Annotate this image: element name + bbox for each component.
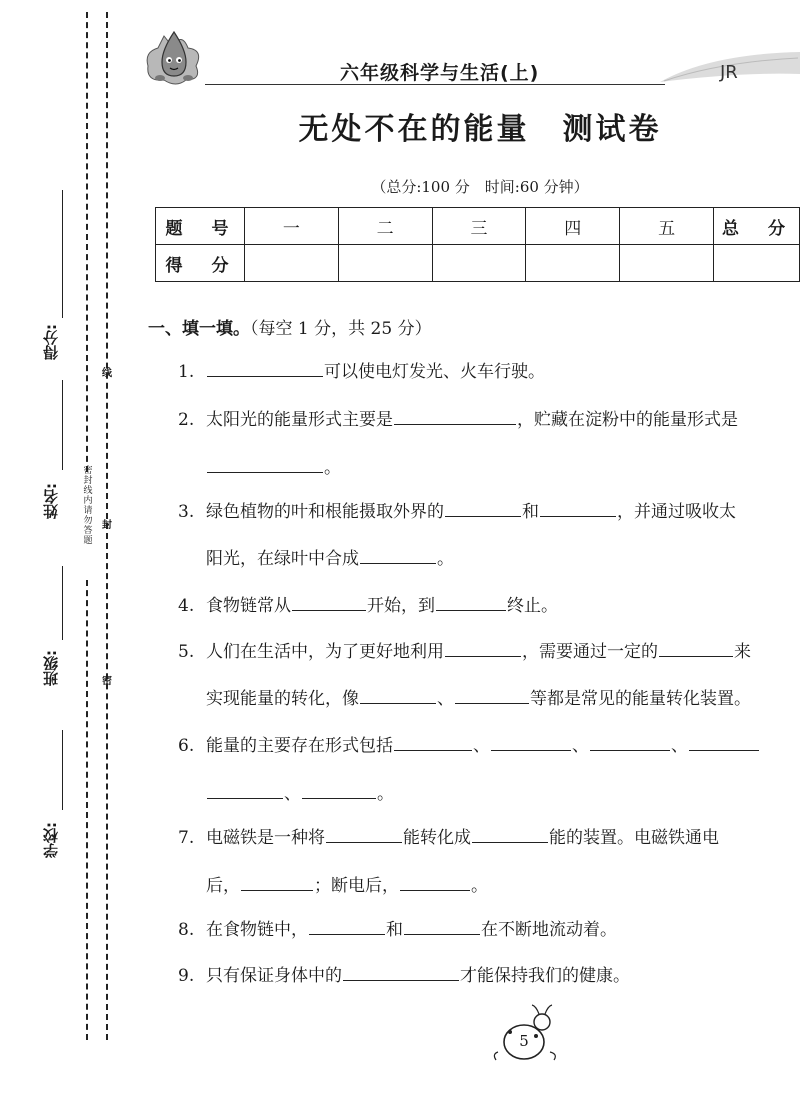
section-heading	[148, 314, 432, 339]
name-write-line[interactable]	[62, 380, 63, 470]
score-field[interactable]	[40, 190, 80, 370]
question-8	[178, 916, 617, 942]
question-7-cont	[206, 872, 488, 898]
binding-dash-line-outer-lower	[86, 580, 88, 1040]
question-text: 后，	[206, 876, 240, 896]
section-note: （每空 1 分，共 25 分）	[250, 319, 432, 339]
question-number: 4.	[178, 596, 195, 616]
brand-title: 六年级科学与生活(上)	[340, 62, 540, 84]
question-text: 、	[437, 689, 454, 709]
question-number: 3.	[178, 502, 195, 522]
score-cell[interactable]	[432, 245, 526, 282]
page-number: 5	[519, 1032, 529, 1050]
score-table	[155, 207, 800, 282]
answer-blank[interactable]	[302, 780, 376, 799]
question-2-cont	[206, 454, 341, 480]
question-text: 开始，到	[367, 596, 435, 616]
question-number: 6.	[178, 736, 195, 756]
question-text: 电磁铁是一种将	[206, 828, 325, 848]
question-text: ；断电后，	[314, 876, 399, 896]
section-title: 一、填一填。	[148, 319, 250, 339]
question-text: 、	[473, 736, 490, 756]
score-table-header-cell: 一	[244, 208, 338, 245]
question-text: 等都是常见的能量转化装置。	[530, 689, 751, 709]
answer-blank[interactable]	[436, 592, 506, 611]
question-text: 终止。	[507, 596, 558, 616]
question-text: 和	[386, 920, 403, 940]
answer-blank[interactable]	[326, 824, 402, 843]
answer-blank[interactable]	[400, 872, 470, 891]
question-text: 才能保持我们的健康。	[460, 966, 630, 986]
answer-blank[interactable]	[659, 638, 733, 657]
page-title: 无处不在的能量 测试卷	[298, 112, 662, 147]
question-text: 、	[671, 736, 688, 756]
question-5-cont	[206, 685, 751, 711]
answer-blank[interactable]	[292, 592, 366, 611]
question-number: 7.	[178, 828, 195, 848]
question-text: 。	[471, 876, 488, 896]
answer-blank[interactable]	[360, 545, 436, 564]
school-write-line[interactable]	[62, 730, 63, 810]
answer-blank[interactable]	[445, 638, 521, 657]
question-text: 在食物链中，	[206, 920, 308, 940]
answer-blank[interactable]	[394, 732, 472, 751]
question-text: 和	[522, 502, 539, 522]
question-text: 人们在生活中，为了更好地利用	[206, 642, 444, 662]
question-text: 、	[572, 736, 589, 756]
score-cell[interactable]	[620, 245, 714, 282]
answer-blank[interactable]	[207, 358, 323, 377]
question-number: 9.	[178, 966, 195, 986]
question-text: ，需要通过一定的	[522, 642, 658, 662]
binding-note: 密封线内请勿答题	[83, 466, 93, 546]
score-cell[interactable]	[244, 245, 338, 282]
school-label: 学校:	[42, 822, 60, 858]
score-table-header-cell: 四	[526, 208, 620, 245]
question-6-cont	[206, 780, 394, 806]
score-table-row-label: 得 分	[156, 245, 245, 282]
question-text: 。	[437, 549, 454, 569]
question-text: 来	[734, 642, 751, 662]
answer-blank[interactable]	[455, 685, 529, 704]
question-6	[178, 732, 760, 758]
question-text: 太阳光的能量形式主要是	[206, 410, 393, 430]
question-3	[178, 498, 736, 524]
exam-meta: （总分:100 分 时间:60 分钟）	[371, 178, 589, 196]
question-number: 8.	[178, 920, 195, 940]
question-text: 能的装置。电磁铁通电	[549, 828, 719, 848]
answer-blank[interactable]	[241, 872, 313, 891]
score-label: 得分:	[42, 324, 60, 360]
question-5	[178, 638, 751, 664]
question-text: 实现能量的转化，像	[206, 689, 359, 709]
question-text: 、	[284, 784, 301, 804]
header-rule	[205, 84, 665, 85]
seal-char-seal: 封	[102, 520, 112, 531]
seal-char-close: 密	[102, 676, 112, 687]
question-text: 能转化成	[403, 828, 471, 848]
question-1	[178, 358, 545, 384]
score-cell-total[interactable]	[714, 245, 800, 282]
answer-blank[interactable]	[540, 498, 616, 517]
score-table-header-cell: 三	[432, 208, 526, 245]
question-9	[178, 962, 630, 988]
answer-blank[interactable]	[472, 824, 548, 843]
answer-blank[interactable]	[445, 498, 521, 517]
class-field[interactable]	[40, 566, 80, 696]
name-label: 姓名:	[42, 483, 60, 519]
question-text: 。	[324, 458, 341, 478]
answer-blank[interactable]	[394, 406, 516, 425]
class-label: 班级:	[42, 650, 60, 686]
answer-blank[interactable]	[404, 916, 480, 935]
question-text: 能量的主要存在形式包括	[206, 736, 393, 756]
question-text: ，贮藏在淀粉中的能量形式是	[517, 410, 738, 430]
score-cell[interactable]	[526, 245, 620, 282]
question-text: ，并通过吸收太	[617, 502, 736, 522]
score-table-header-row	[156, 208, 800, 245]
question-text: 食物链常从	[206, 596, 291, 616]
binding-dash-line-outer	[86, 12, 88, 472]
score-table-score-row	[156, 245, 800, 282]
question-3-cont	[206, 545, 454, 571]
question-text: 只有保证身体中的	[206, 966, 342, 986]
class-write-line[interactable]	[62, 566, 63, 640]
answer-blank[interactable]	[491, 732, 571, 751]
question-text: 绿色植物的叶和根能摄取外界的	[206, 502, 444, 522]
score-write-line[interactable]	[62, 190, 63, 318]
question-number: 5.	[178, 642, 195, 662]
answer-blank[interactable]	[207, 780, 283, 799]
score-table-header-cell: 总 分	[714, 208, 800, 245]
water-drop-mascot-logo	[142, 26, 206, 88]
question-number: 1.	[178, 362, 195, 382]
question-text: 可以使电灯发光、火车行驶。	[324, 362, 545, 382]
answer-blank[interactable]	[590, 732, 670, 751]
school-field[interactable]	[40, 730, 80, 870]
question-2	[178, 406, 738, 432]
question-text: 在不断地流动着。	[481, 920, 617, 940]
question-text: 阳光，在绿叶中合成	[206, 549, 359, 569]
answer-blank[interactable]	[689, 732, 759, 751]
question-text: 。	[377, 784, 394, 804]
score-table-header-cell: 题 号	[156, 208, 245, 245]
score-cell[interactable]	[338, 245, 432, 282]
question-7	[178, 824, 719, 850]
brand-code: JR	[720, 62, 738, 83]
answer-blank[interactable]	[343, 962, 459, 981]
score-table-header-cell: 二	[338, 208, 432, 245]
question-number: 2.	[178, 410, 195, 430]
question-4	[178, 592, 558, 618]
name-field[interactable]	[40, 380, 80, 530]
answer-blank[interactable]	[360, 685, 436, 704]
score-table-header-cell: 五	[620, 208, 714, 245]
answer-blank[interactable]	[207, 454, 323, 473]
seal-char-line: 线	[102, 368, 112, 379]
answer-blank[interactable]	[309, 916, 385, 935]
